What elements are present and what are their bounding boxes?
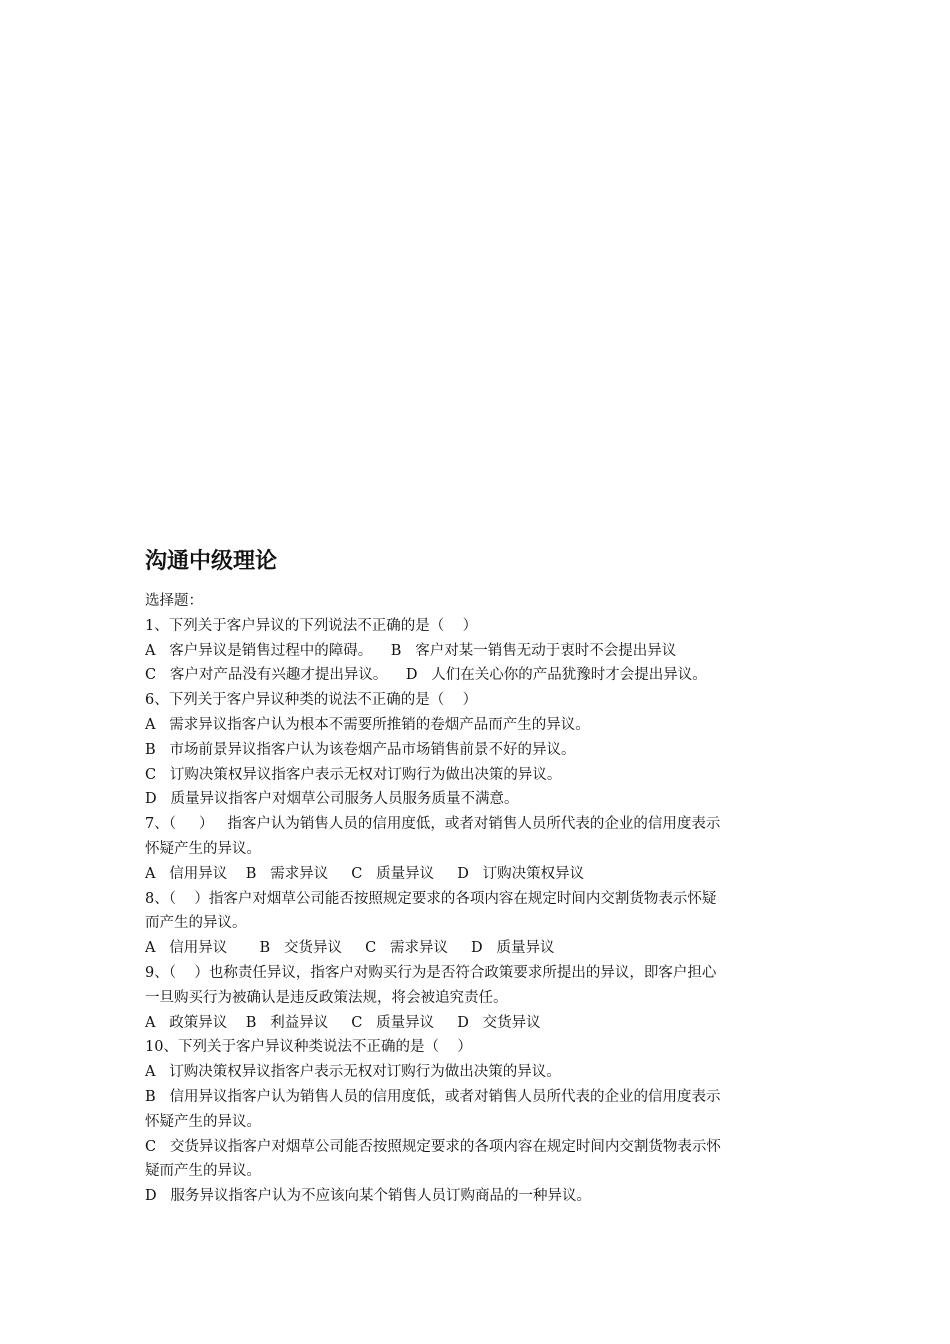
question-10-option-c-cont: 疑而产生的异议。 [145, 1163, 261, 1180]
question-10-option-a: A 订购决策权异议指客户表示无权对订购行为做出决策的异议。 [145, 1064, 561, 1081]
question-6-option-d: D 质量异议指客户对烟草公司服务人员服务质量不满意。 [145, 791, 519, 808]
question-6-option-c: C 订购决策权异议指客户表示无权对订购行为做出决策的异议。 [145, 766, 562, 783]
document-body [145, 545, 810, 1209]
question-9: 9、（ ）也称责任异议，指客户对购买行为是否符合政策要求所提出的异议，即客户担心 [145, 964, 717, 981]
question-10-option-c: C 交货异议指客户对烟草公司能否按照规定要求的各项内容在规定时间内交割货物表示怀 [145, 1138, 721, 1155]
question-8-cont: 而产生的异议。 [145, 915, 247, 932]
question-7: 7、（ ） 指客户认为销售人员的信用度低，或者对销售人员所代表的企业的信用度表示 [145, 816, 721, 833]
question-9-cont: 一旦购买行为被确认是违反政策法规，将会被追究责任。 [145, 989, 508, 1006]
question-6: 6、下列关于客户异议种类的说法不正确的是（ ） [145, 692, 478, 709]
question-9-options: A 政策异议 B 利益异议 C 质量异议 D 交货异议 [145, 1014, 541, 1031]
question-7-options: A 信用异议 B 需求异议 C 质量异议 D 订购决策权异议 [145, 865, 585, 882]
question-10-option-b: B 信用异议指客户认为销售人员的信用度低，或者对销售人员所代表的企业的信用度表示 [145, 1088, 721, 1105]
question-6-option-a: A 需求异议指客户认为根本不需要所推销的卷烟产品而产生的异议。 [145, 716, 590, 733]
question-6-option-b: B 市场前景异议指客户认为该卷烟产品市场销售前景不好的异议。 [145, 741, 576, 758]
question-8: 8、（ ）指客户对烟草公司能否按照规定要求的各项内容在规定时间内交割货物表示怀疑 [145, 890, 717, 907]
question-text [145, 589, 810, 1209]
question-1-options-cd: C 客户对产品没有兴趣才提出异议。 D 人们在关心你的产品犹豫时才会提出异议。 [145, 667, 707, 684]
question-8-options: A 信用异议 B 交货异议 C 需求异议 D 质量异议 [145, 940, 555, 957]
question-7-cont: 怀疑产生的异议。 [145, 840, 261, 857]
question-10: 10、下列关于客户异议种类说法不正确的是（ ） [145, 1039, 472, 1056]
document-title: 沟通中级理论 [145, 549, 278, 574]
question-10-option-d: D 服务异议指客户认为不应该向某个销售人员订购商品的一种异议。 [145, 1188, 591, 1205]
question-1: 1、下列关于客户异议的下列说法不正确的是（ ） [145, 617, 478, 634]
section-heading: 选择题： [145, 593, 203, 609]
question-10-option-b-cont: 怀疑产生的异议。 [145, 1113, 261, 1130]
question-1-options-ab: A 客户异议是销售过程中的障碍。 B 客户对某一销售无动于衷时不会提出异议 [145, 642, 677, 659]
